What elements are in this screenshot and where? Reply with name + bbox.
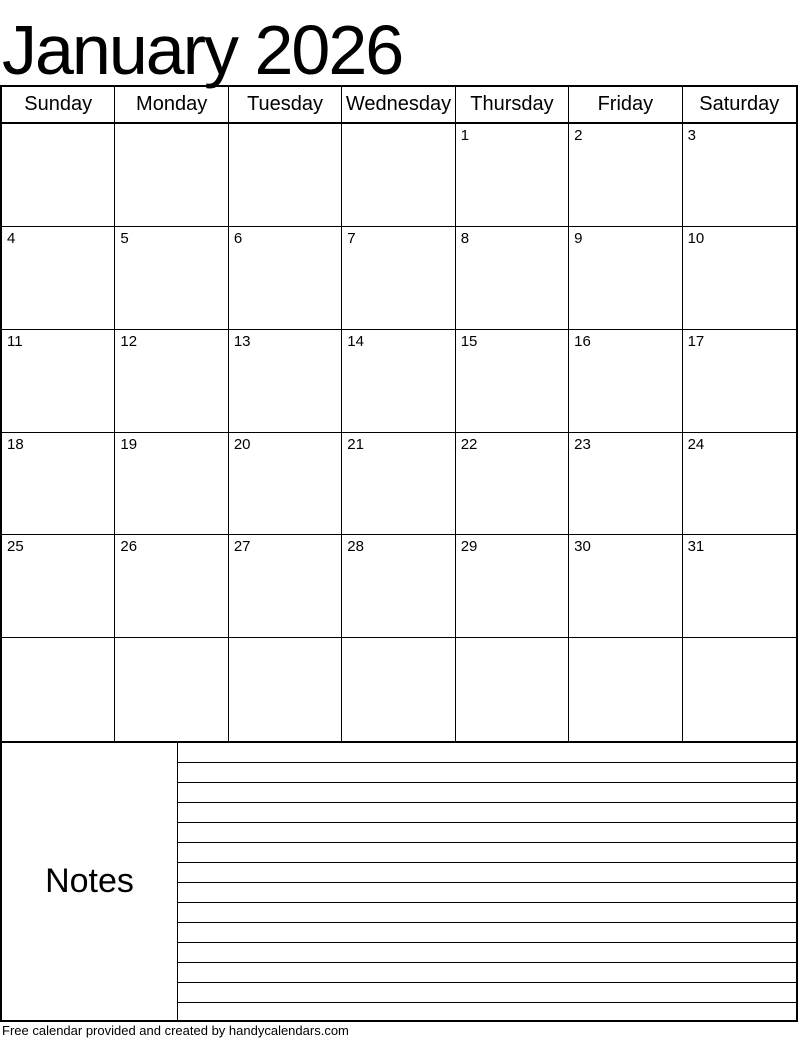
footer-credit: Free calendar provided and created by handycalendars.com	[2, 1023, 349, 1038]
day-cell: 15	[456, 330, 569, 433]
day-cell	[683, 638, 796, 741]
day-cell: 5	[115, 227, 228, 330]
day-cell	[569, 638, 682, 741]
day-header-friday: Friday	[569, 87, 682, 124]
day-cell	[342, 638, 455, 741]
day-cell	[115, 638, 228, 741]
note-line	[178, 943, 796, 963]
notes-writing-area	[178, 743, 796, 1020]
day-cell	[2, 124, 115, 227]
day-cell: 2	[569, 124, 682, 227]
note-line	[178, 763, 796, 783]
day-cell: 27	[229, 535, 342, 638]
day-cell: 30	[569, 535, 682, 638]
day-cell	[2, 638, 115, 741]
note-line	[178, 903, 796, 923]
day-cell: 3	[683, 124, 796, 227]
day-header-saturday: Saturday	[683, 87, 796, 124]
note-line	[178, 963, 796, 983]
note-line	[178, 783, 796, 803]
note-line	[178, 923, 796, 943]
notes-section	[0, 743, 798, 1022]
note-line	[178, 843, 796, 863]
day-cell: 9	[569, 227, 682, 330]
day-cell	[229, 124, 342, 227]
note-line	[178, 883, 796, 903]
day-cell: 14	[342, 330, 455, 433]
day-cell: 1	[456, 124, 569, 227]
notes-label: Notes	[2, 743, 178, 1020]
day-cell: 16	[569, 330, 682, 433]
day-cell: 25	[2, 535, 115, 638]
day-cell	[115, 124, 228, 227]
day-header-thursday: Thursday	[456, 87, 569, 124]
day-cell	[229, 638, 342, 741]
note-line	[178, 743, 796, 763]
note-line	[178, 803, 796, 823]
day-cell: 20	[229, 433, 342, 536]
note-line	[178, 823, 796, 843]
day-header-monday: Monday	[115, 87, 228, 124]
page-title: January 2026	[2, 11, 403, 89]
day-header-tuesday: Tuesday	[229, 87, 342, 124]
day-header-sunday: Sunday	[2, 87, 115, 124]
day-cell: 6	[229, 227, 342, 330]
day-cell: 29	[456, 535, 569, 638]
day-cell: 21	[342, 433, 455, 536]
day-cell: 12	[115, 330, 228, 433]
day-cell: 26	[115, 535, 228, 638]
day-cell: 28	[342, 535, 455, 638]
day-cell: 31	[683, 535, 796, 638]
day-cell: 10	[683, 227, 796, 330]
day-cell: 19	[115, 433, 228, 536]
day-cell	[456, 638, 569, 741]
note-line	[178, 863, 796, 883]
day-cell: 11	[2, 330, 115, 433]
day-header-wednesday: Wednesday	[342, 87, 455, 124]
note-line	[178, 983, 796, 1003]
day-cell: 7	[342, 227, 455, 330]
calendar-grid	[0, 85, 798, 743]
day-cell	[342, 124, 455, 227]
day-cell: 22	[456, 433, 569, 536]
day-cell: 23	[569, 433, 682, 536]
day-cell: 17	[683, 330, 796, 433]
day-cell: 4	[2, 227, 115, 330]
day-cell: 18	[2, 433, 115, 536]
day-cell: 24	[683, 433, 796, 536]
day-cell: 8	[456, 227, 569, 330]
day-cell: 13	[229, 330, 342, 433]
